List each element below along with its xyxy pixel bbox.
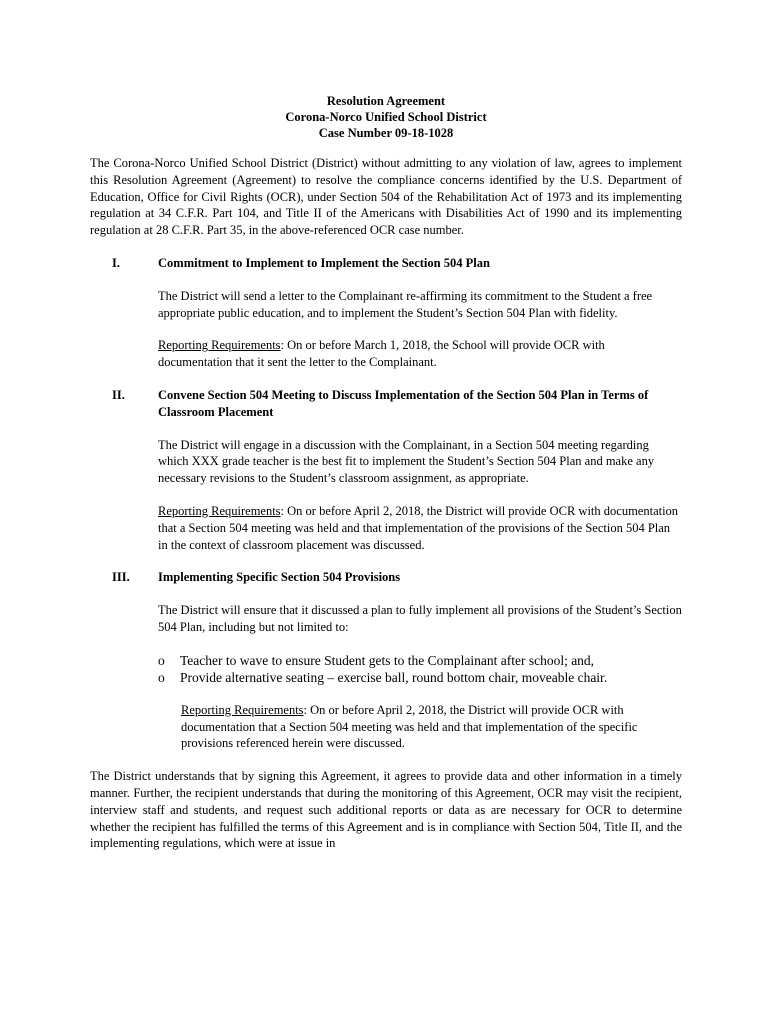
section-body: The District will send a letter to the Complainant re-affirming its commitment to the Student a free appropriate public education, and to implement the Student’s Section 504 Plan with fidelity. (158, 288, 653, 320)
reporting-text: : On or before April 2, 2018, the District will provide OCR with documentation that a Section 504 meeting was held and that implementation of the provisions of the Section 504 Plan in the context of classroom placement was discussed. (158, 503, 679, 552)
reporting-requirements (158, 337, 682, 371)
provisions-list (158, 652, 682, 686)
reporting-requirements (158, 503, 682, 553)
list-item-text: Provide alternative seating – exercise ball, round bottom chair, moveable chair. (180, 669, 608, 685)
bullet-marker: o (158, 669, 165, 685)
section-body: The District will ensure that it discussed a plan to fully implement all provisions of the Student’s Section 504 Plan, including but not limited to: (158, 603, 682, 634)
reporting-label: Reporting Requirements (158, 503, 281, 518)
section-number: I. (112, 255, 120, 270)
section-heading (90, 387, 682, 421)
reporting-label: Reporting Requirements (181, 702, 304, 717)
section-1 (90, 255, 682, 371)
section-heading (90, 255, 682, 272)
closing-paragraph: The District understands that by signing this Agreement, it agrees to provide data and other information in a timely manner. Further, the recipient understands that during the monitoring of this Agreement, OCR may visit the recipient, interview staff and students, and request such additional reports or data as are necessary for OCR to determine whether the recipient has fulfilled the terms of this Agreement and is in compliance with Section 504, Title II, and the implementing regulations, which were at issue in (90, 769, 682, 851)
reporting-label: Reporting Requirements (158, 338, 281, 353)
reporting-requirements (181, 702, 682, 752)
section-body: The District will engage in a discussion with the Complainant, in a Section 504 meeting regarding which XXX grade teacher is the best fit to implement the Student’s Section 504 Plan and make any necessary revisions to the Student’s classroom assignment, as appropriate. (158, 437, 655, 486)
section-number: II. (112, 387, 125, 402)
district-name: Corona-Norco Unified School District (285, 110, 487, 124)
list-item (158, 652, 682, 669)
reporting-text: : On or before April 2, 2018, the District will provide OCR with documentation that a Section 504 meeting was held and that implementation of the specific provisions referenced herein were discussed. (181, 702, 638, 751)
list-item-text: Teacher to wave to ensure Student gets to the Complainant after school; and, (180, 652, 595, 668)
section-title: Commitment to Implement to Implement the Section 504 Plan (158, 255, 490, 270)
bullet-marker: o (158, 652, 165, 668)
section-title: Convene Section 504 Meeting to Discuss Implementation of the Section 504 Plan in Terms of Classroom Placement (158, 387, 649, 419)
reporting-text: : On or before March 1, 2018, the School will provide OCR with documentation that it sent the letter to the Complainant. (158, 338, 605, 370)
section-heading (90, 569, 682, 586)
section-2 (90, 387, 682, 553)
document-page (90, 93, 682, 852)
section-3 (90, 569, 682, 752)
document-title: Resolution Agreement (326, 94, 446, 108)
document-header (90, 93, 682, 141)
section-number: III. (112, 570, 130, 585)
intro-paragraph: The Corona-Norco Unified School District (District) without admitting to any violation of law, agrees to implement this Resolution Agreement (Agreement) to resolve the compliance concerns identified by the U.S. Department of Education, Office for Civil Rights (OCR), under Section 504 of the Rehabilitation Act of 1973 and its implementing regulation at 34 C.F.R. Part 104, and Title II of the Americans with Disabilities Act of 1990 and its implementing regulation at 28 C.F.R. Part 35, in the above-referenced OCR case number. (90, 156, 682, 238)
section-title: Implementing Specific Section 504 Provisions (158, 570, 401, 585)
list-item (158, 669, 682, 686)
case-number: Case Number 09-18-1028 (318, 126, 454, 140)
